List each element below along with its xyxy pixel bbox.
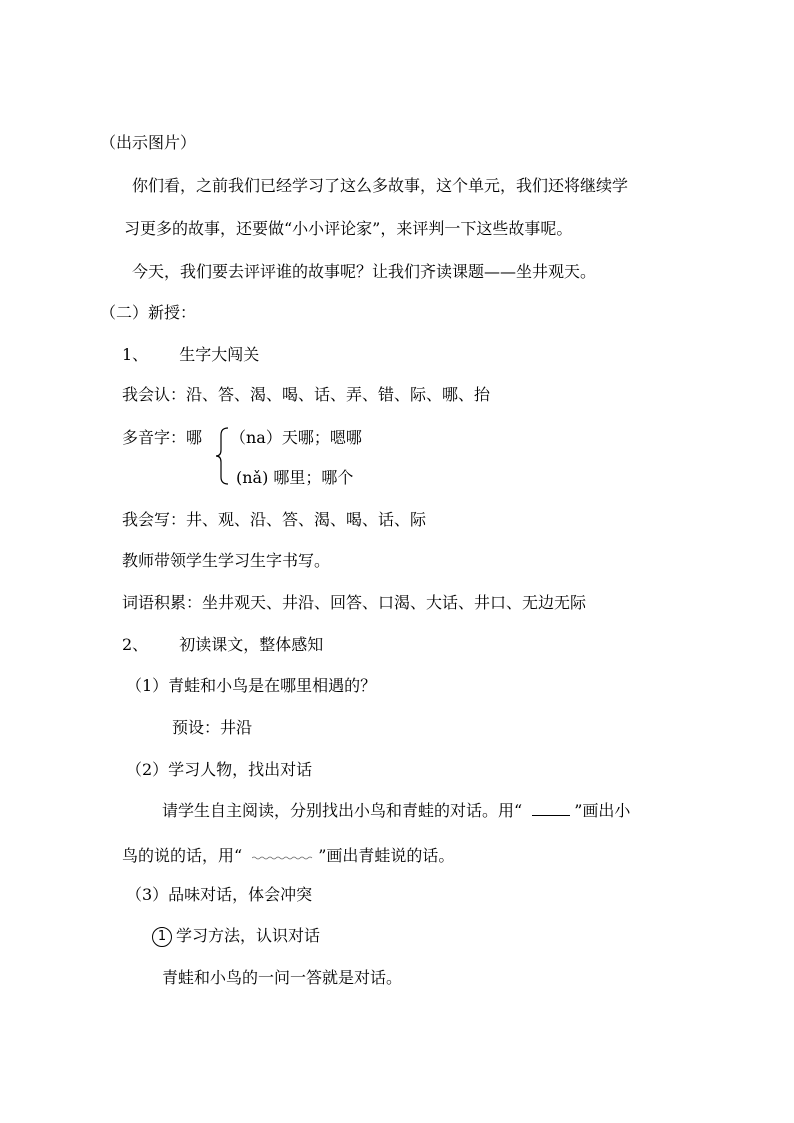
sub-item-1 <box>152 926 320 947</box>
text-segment: 鸟的说的话，用“ <box>122 846 243 865</box>
item-heading-1 <box>122 345 259 365</box>
line-dialogue-definition: 青蛙和小鸟的一问一答就是对话。 <box>162 968 403 987</box>
text-segment: ”画出小 <box>574 801 631 820</box>
circled-number-icon: 1 <box>152 927 172 947</box>
answer-preset: 预设：井沿 <box>172 718 253 737</box>
item-heading-2 <box>122 635 323 655</box>
item-title: 初读课文，整体感知 <box>179 635 324 654</box>
section-heading-new-lesson: （二）新授： <box>100 303 197 322</box>
item-number: 1、 <box>122 345 149 364</box>
question-3: （3）品味对话，体会冲突 <box>126 885 313 904</box>
text-segment: ”画出青蛙说的话。 <box>318 846 455 865</box>
paragraph-today: 今天，我们要去评评谁的故事呢？让我们齐读课题——坐井观天。 <box>132 262 597 281</box>
curly-brace-icon <box>214 427 230 485</box>
polyphone-label: 多音字：哪 <box>122 428 203 447</box>
paragraph-intro-line-1: 你们看，之前我们已经学习了这么多故事，这个单元，我们还将继续学 <box>132 176 629 195</box>
wavy-underline-mark <box>252 843 314 861</box>
paragraph-dialogue-line-2 <box>122 843 454 866</box>
text-segment: 请学生自主阅读，分别找出小鸟和青蛙的对话。用“ <box>162 801 523 820</box>
paragraph-dialogue-line-1 <box>162 801 630 821</box>
line-recognize-chars: 我会认：沿、答、渴、喝、话、弄、错、际、哪、抬 <box>122 385 491 404</box>
line-teacher-guide: 教师带领学生学习生字书写。 <box>122 551 331 570</box>
line-show-picture: （出示图片） <box>100 133 197 152</box>
sub-item-title: 学习方法，认识对话 <box>176 926 321 945</box>
straight-underline-mark <box>532 801 570 816</box>
line-vocabulary: 词语积累：坐井观天、井沿、回答、口渴、大话、井口、无边无际 <box>122 593 587 612</box>
line-write-chars: 我会写：井、观、沿、答、渴、喝、话、际 <box>122 510 427 529</box>
polyphone-reading-na3: (nǎ) 哪里；哪个 <box>236 468 354 487</box>
paragraph-intro-line-2: 习更多的故事，还要做“小小评论家”，来评判一下这些故事呢。 <box>124 219 573 238</box>
polyphone-reading-na: （na）天哪；嗯哪 <box>230 428 362 447</box>
item-title: 生字大闯关 <box>179 345 260 364</box>
item-number: 2、 <box>122 635 149 654</box>
question-1: （1）青蛙和小鸟是在哪里相遇的？ <box>126 676 377 695</box>
question-2: （2）学习人物，找出对话 <box>126 760 313 779</box>
